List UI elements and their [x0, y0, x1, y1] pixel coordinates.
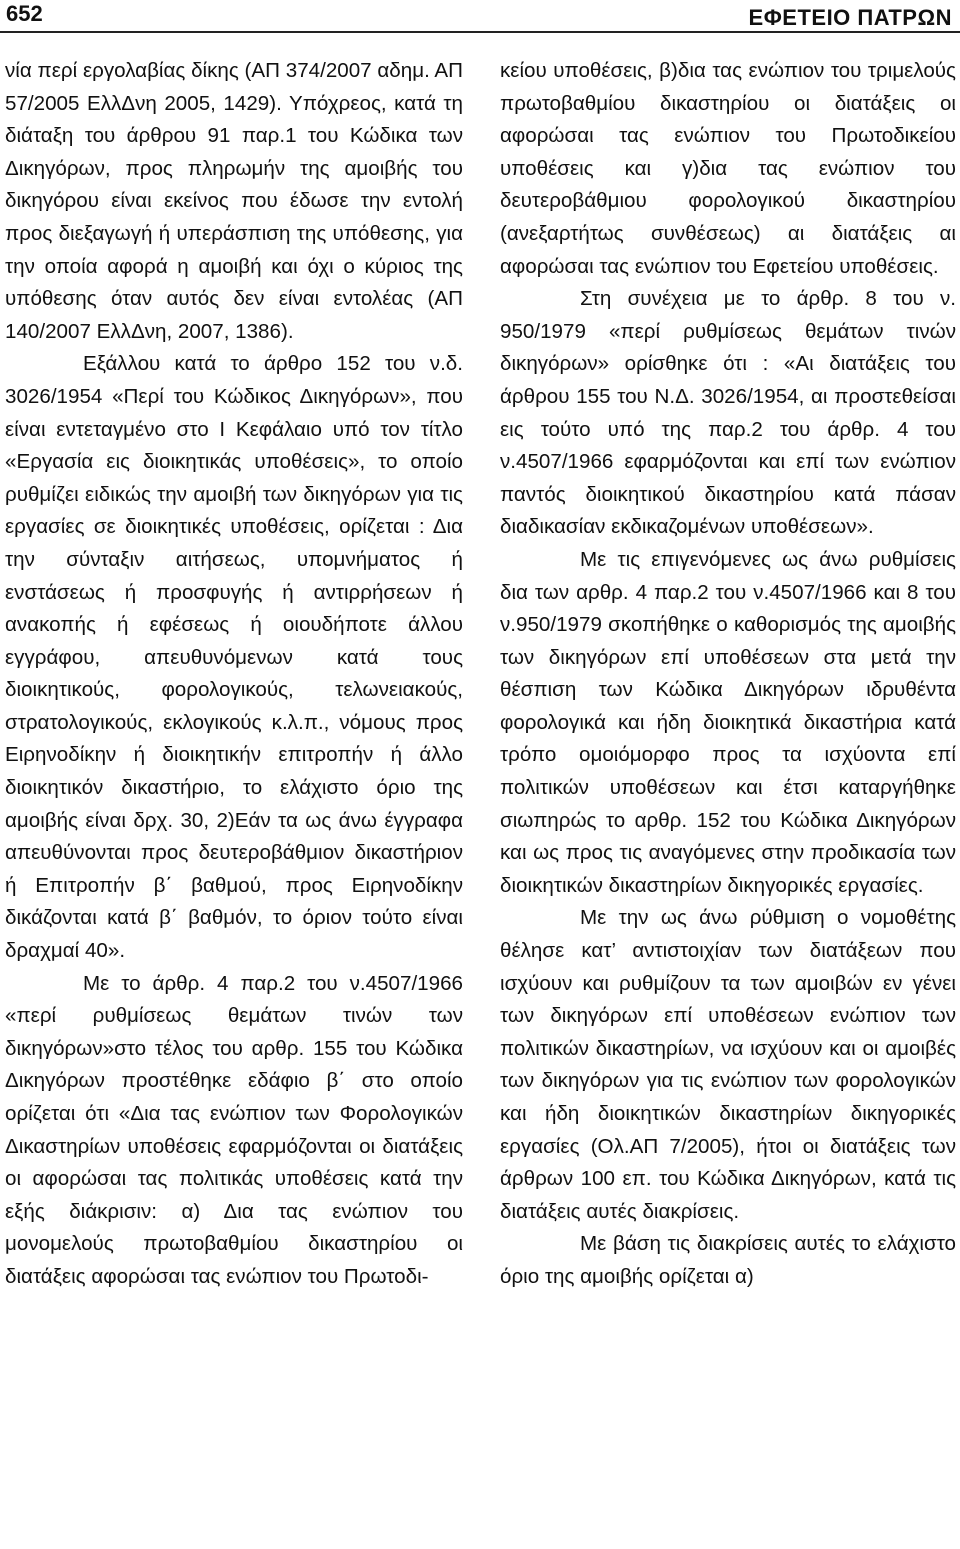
- right-paragraph-5: Με βάση τις διακρίσεις αυτές το ελάχιστο όριο της αμοιβής ορίζεται α): [500, 1232, 956, 1288]
- right-paragraph-4: Με την ως άνω ρύθμιση ο νομοθέτης θέλησε κατ’ αντιστοιχίαν των διατάξεων που ισχύουν και ρυθμίζουν τα των αμοιβών εν γένει των δικηγόρων επί υποθέσεων ενώπιον των πολιτικών δικαστηρίων, να ισχύουν και οι αμοιβές των δικηγόρων για τις ενώπιον των φορολογικών και ήδη διοικητικών δικαστηρίων δικηγορικές εργασίες (Ολ.ΑΠ 7/2005), ήτοι οι διατάξεις των άρθρων 100 επ. του Κώδικα Δικηγόρων, κατά τις διατάξεις αυτές διακρίσεις.: [500, 906, 956, 1223]
- right-paragraph-2: Στη συνέχεια με το άρθρ. 8 του ν. 950/1979 «περί ρυθμίσεως θεμάτων τινών δικηγόρων» ορίσθηκε ότι : «Αι διατάξεις του άρθρου 155 του Ν.Δ. 3026/1954, αι προστεθείσαι εις τούτο υπό της παρ.2 του άρθρ. 4 του ν.4507/1966 εφαρμόζονται και επί των ενώπιον παντός διοικητικού δικαστηρίου κατά πάσαν διαδικασίαν εκδικαζομένων υποθέσεων».: [500, 287, 956, 539]
- left-paragraph-1: νία περί εργολαβίας δίκης (ΑΠ 374/2007 αδημ. ΑΠ 57/2005 ΕλλΔνη 2005, 1429). Υπόχρεος, κατά τη διάταξη του άρθρου 91 παρ.1 του Κώδικα των Δικηγόρων, προς πληρωμήν της αμοιβής του δικηγόρου είναι εκείνος που έδωσε την εντολή προς διεξαγωγή ή υπεράσπιση της υπόθεσης, για την οποία αφορά η αμοιβή και όχι ο κύριος της υπόθεσης όταν αυτός δεν είναι εντολέας (ΑΠ 140/2007 ΕλλΔνη, 2007, 1386).: [5, 59, 463, 343]
- left-paragraph-3: Με το άρθρ. 4 παρ.2 του ν.4507/1966 «περί ρυθμίσεως θεμάτων τινών των δικηγόρων»στο τέλος του αρθρ. 155 του Κώδικα Δικηγόρων προστέθηκε εδάφιο β΄ στο οποίο ορίζεται ότι «Δια τας ενώπιον των Φορολογικών Δικαστηρίων υποθέσεις εφαρμόζονται οι διατάξεις οι αφορώσαι τας πολιτικάς υποθέσεις κατά την εξής διάκρισιν: α) Δια τας ενώπιον του μονομελούς πρωτοβαθμίου δικαστηρίου οι διατάξεις αφορώσαι τας ενώπιον του Πρωτοδι-: [5, 971, 463, 1288]
- left-column: [5, 55, 463, 1294]
- right-paragraph-3: Με τις επιγενόμενες ως άνω ρυθμίσεις δια των αρθρ. 4 παρ.2 του ν.4507/1966 και 8 του ν.950/1979 σκοπήθηκε ο καθορισμός της αμοιβής των δικηγόρων επί υποθέσεων στα μετά την θέσπιση των Κώδικα Δικηγόρων ιδρυθέντα φορολογικά και ήδη διοικητικά δικαστήρια κατά τρόπο ομοιόμορφο προς τα ισχύοντα επί πολιτικών υποθέσεων και έτσι καταργήθηκε σιωπηρώς το αρθρ. 152 του Κώδικα Δικηγόρων και ως προς τις αναγόμενες στην προδικασία των διοικητικών δικαστηρίων δικηγορικές εργασίες.: [500, 547, 956, 897]
- running-title: ΕΦΕΤΕΙΟ ΠΑΤΡΩΝ: [748, 5, 952, 30]
- page-header: [0, 0, 960, 34]
- header-rule: [0, 31, 960, 33]
- right-paragraph-1: κείου υποθέσεις, β)δια τας ενώπιον του τριμελούς πρωτοβαθμίου δικαστηρίου οι διατάξεις οι αφορώσαι τας ενώπιον του Πρωτοδικείου υποθέσεις και γ)δια τας ενώπιον του δευτεροβάθμιου φορολογικού δικαστηρίου (ανεξαρτήτως συνθέσεως) αι διατάξεις αι αφορώσαι τας ενώπιον του Εφετείου υποθέσεις.: [500, 59, 956, 278]
- right-column: [500, 55, 956, 1294]
- left-paragraph-2: Εξάλλου κατά το άρθρο 152 του ν.δ. 3026/1954 «Περί του Κώδικος Δικηγόρων», που είναι εντεταγμένο στο Ι Κεφάλαιο υπό τον τίτλο «Εργασία εις διοικητικάς υποθέσεις», το οποίο ρυθμίζει ειδικώς την αμοιβή των δικηγόρων για τις εργασίες σε διοικητικές υποθέσεις, ορίζεται : Δια την σύνταξιν αιτήσεως, υπομνήματος ή ενστάσεως ή προσφυγής ή αντιρρήσεων ή ανακοπής ή εφέσεως ή οιουδήποτε άλλου εγγράφου, απευθυνόμενων κατά τους διοικητικούς, φορολογικούς, τελωνειακούς, στρατολογικούς, εκλογικούς κ.λ.π., νόμους προς Ειρηνοδίκην ή διοικητικήν επιτροπήν ή άλλο διοικητικόν δικαστήριο, το ελάχιστο όριο της αμοιβής είναι δρχ. 30, 2)Εάν τα ως άνω έγγραφα απευθύνονται προς δευτεροβάθμιον δικαστήριον ή Επιτροπήν β΄ βαθμού, προς Ειρηνοδίκην δικάζονται κατά β΄ βαθμόν, το όριον τούτο είναι δραχμαί 40».: [5, 352, 463, 963]
- page-number: 652: [6, 1, 43, 26]
